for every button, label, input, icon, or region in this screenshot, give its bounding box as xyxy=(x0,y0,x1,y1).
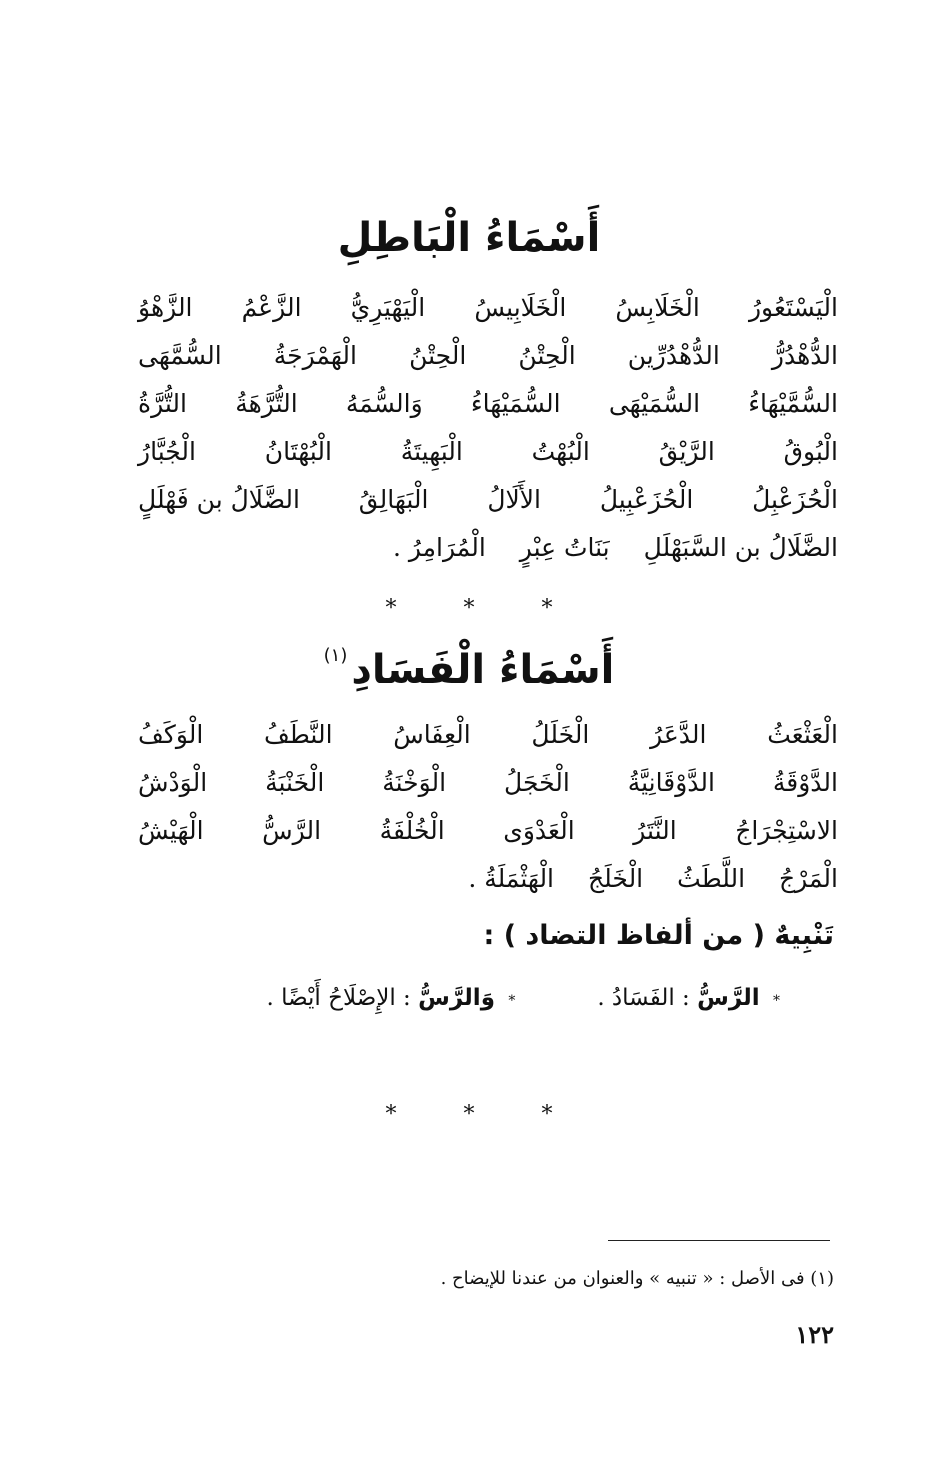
word-row xyxy=(138,710,838,758)
word: الْحُزَعْبِيلُ xyxy=(599,484,694,514)
word: النَّطَفُ xyxy=(264,719,333,749)
word: النَّتَرُ xyxy=(633,815,677,845)
word: الْوَدْشُ xyxy=(138,767,208,797)
bullet: * xyxy=(773,993,780,1009)
footnote-rule xyxy=(608,1240,830,1241)
word: الْخَلَلُ xyxy=(531,719,590,749)
word: الضَّلَالُ بن السَّبَهْلَلِ xyxy=(643,532,838,562)
footnote-ref: (١) xyxy=(323,645,348,666)
word: الْمُرَامِرُ . xyxy=(392,532,486,562)
word: الْخَنْبَةُ xyxy=(265,767,325,797)
section-title-corruption xyxy=(0,645,938,693)
word: الْيَهْيَرِيُّ xyxy=(350,292,426,322)
word: الْهَيْشُ xyxy=(138,815,204,845)
word-row xyxy=(138,283,838,331)
word: التُّرَّهَةُ xyxy=(235,388,298,418)
word: الدُّهْدُرُّ xyxy=(771,340,838,370)
word: الضَّلَالُ بن فَهْلَلٍ xyxy=(138,484,300,514)
section-title-falsehood xyxy=(0,215,938,261)
word: الاسْتِجْرَاجُ xyxy=(735,815,838,845)
word: الدَّوْقَةُ xyxy=(772,767,838,797)
note-term: الرَّسُّ xyxy=(697,985,760,1011)
word: الأَلَالُ xyxy=(487,484,541,514)
word: السُّمَّهَى xyxy=(138,340,222,370)
word: السُّمَّيْهَاءُ xyxy=(748,388,838,418)
word: الْبَهَالِقُ xyxy=(358,484,429,514)
word: الدُّهْدُرِّين xyxy=(627,340,720,370)
word: الْعَثْعَثُ xyxy=(767,719,838,749)
word: وَالسُّمَهُ xyxy=(345,388,423,418)
word: الْحِتْنُ xyxy=(518,340,576,370)
word: الدَّعَرُ xyxy=(650,719,707,749)
word: التُّرَّةُ xyxy=(138,388,187,418)
section-separator: * * * xyxy=(385,1102,583,1127)
word: الْعِفَاسُ xyxy=(393,719,471,749)
word: السُّمَيْهَى xyxy=(608,388,701,418)
word-row xyxy=(138,331,838,379)
word-row xyxy=(138,758,838,806)
word: الْهَمْرَجَةُ xyxy=(273,340,357,370)
word: الْبُهْتَانُ xyxy=(264,436,332,466)
bullet: * xyxy=(508,993,516,1009)
note-term: وَالرَّسُّ xyxy=(418,985,495,1011)
word: اللَّطَثُ xyxy=(677,863,746,893)
word: الْخَلَابِسُ xyxy=(615,292,700,322)
word: الْخَلَابِيسُ xyxy=(474,292,567,322)
word: الْخَجَلُ xyxy=(504,767,570,797)
word: الْحِتْنُ xyxy=(409,340,467,370)
note-item xyxy=(597,985,780,1011)
word: الْخَلَجُ xyxy=(588,863,644,893)
footnote: (١) فى الأصل : « تنبيه » والعنوان من عندنا للإيضاح . xyxy=(440,1268,834,1289)
word-row xyxy=(138,475,838,523)
word: الْبَهِيتَةُ xyxy=(400,436,463,466)
word: الزَّعْمُ xyxy=(241,292,302,322)
word: الْمَرْجُ xyxy=(779,863,838,893)
word: الْبُهْتُ xyxy=(531,436,590,466)
note-text: : الفَسَادُ . xyxy=(597,985,690,1011)
corruption-word-list xyxy=(138,710,838,902)
note-text: : الإِصْلَاحُ أَيْضًا . xyxy=(266,985,411,1011)
page-number: ١٢٢ xyxy=(795,1320,834,1349)
section-title-text: أَسْمَاءُ الْفَسَادِ xyxy=(351,647,615,693)
note-item xyxy=(266,985,515,1011)
word: الزَّهْوُ xyxy=(138,292,193,322)
word-row xyxy=(138,523,838,571)
section-title-text: أَسْمَاءُ الْبَاطِلِ xyxy=(337,215,601,261)
word: الْيَسْتَعُورُ xyxy=(748,292,838,322)
word: الْوَكَفُ xyxy=(138,719,204,749)
word: الْخُلْفَةُ xyxy=(379,815,445,845)
word: الْبُوقُ xyxy=(783,436,838,466)
word: الْعَدْوَى xyxy=(503,815,575,845)
falsehood-word-list xyxy=(138,283,838,571)
word: الرَّيْقُ xyxy=(658,436,715,466)
word: الرَّسُّ xyxy=(262,815,322,845)
word: بَنَاتُ عِبْرٍ xyxy=(519,532,610,562)
word: الْحُزَعْبِلُ xyxy=(752,484,838,514)
note-items xyxy=(266,985,780,1011)
note-heading: تَنْبِيهٌ ( من ألفاظ التضاد ) : xyxy=(483,920,834,951)
word: السُّمَيْهَاءُ xyxy=(470,388,561,418)
section-separator: * * * xyxy=(385,596,583,621)
word-row xyxy=(138,806,838,854)
word-row xyxy=(138,427,838,475)
word: الْجُبَّارُ xyxy=(138,436,196,466)
word: الْوَخْنَةُ xyxy=(382,767,447,797)
word-row xyxy=(138,379,838,427)
word-row xyxy=(138,854,838,902)
word: الدَّوْقَانِيَّةُ xyxy=(627,767,715,797)
word: الْهَثْمَلَةُ . xyxy=(468,863,555,893)
